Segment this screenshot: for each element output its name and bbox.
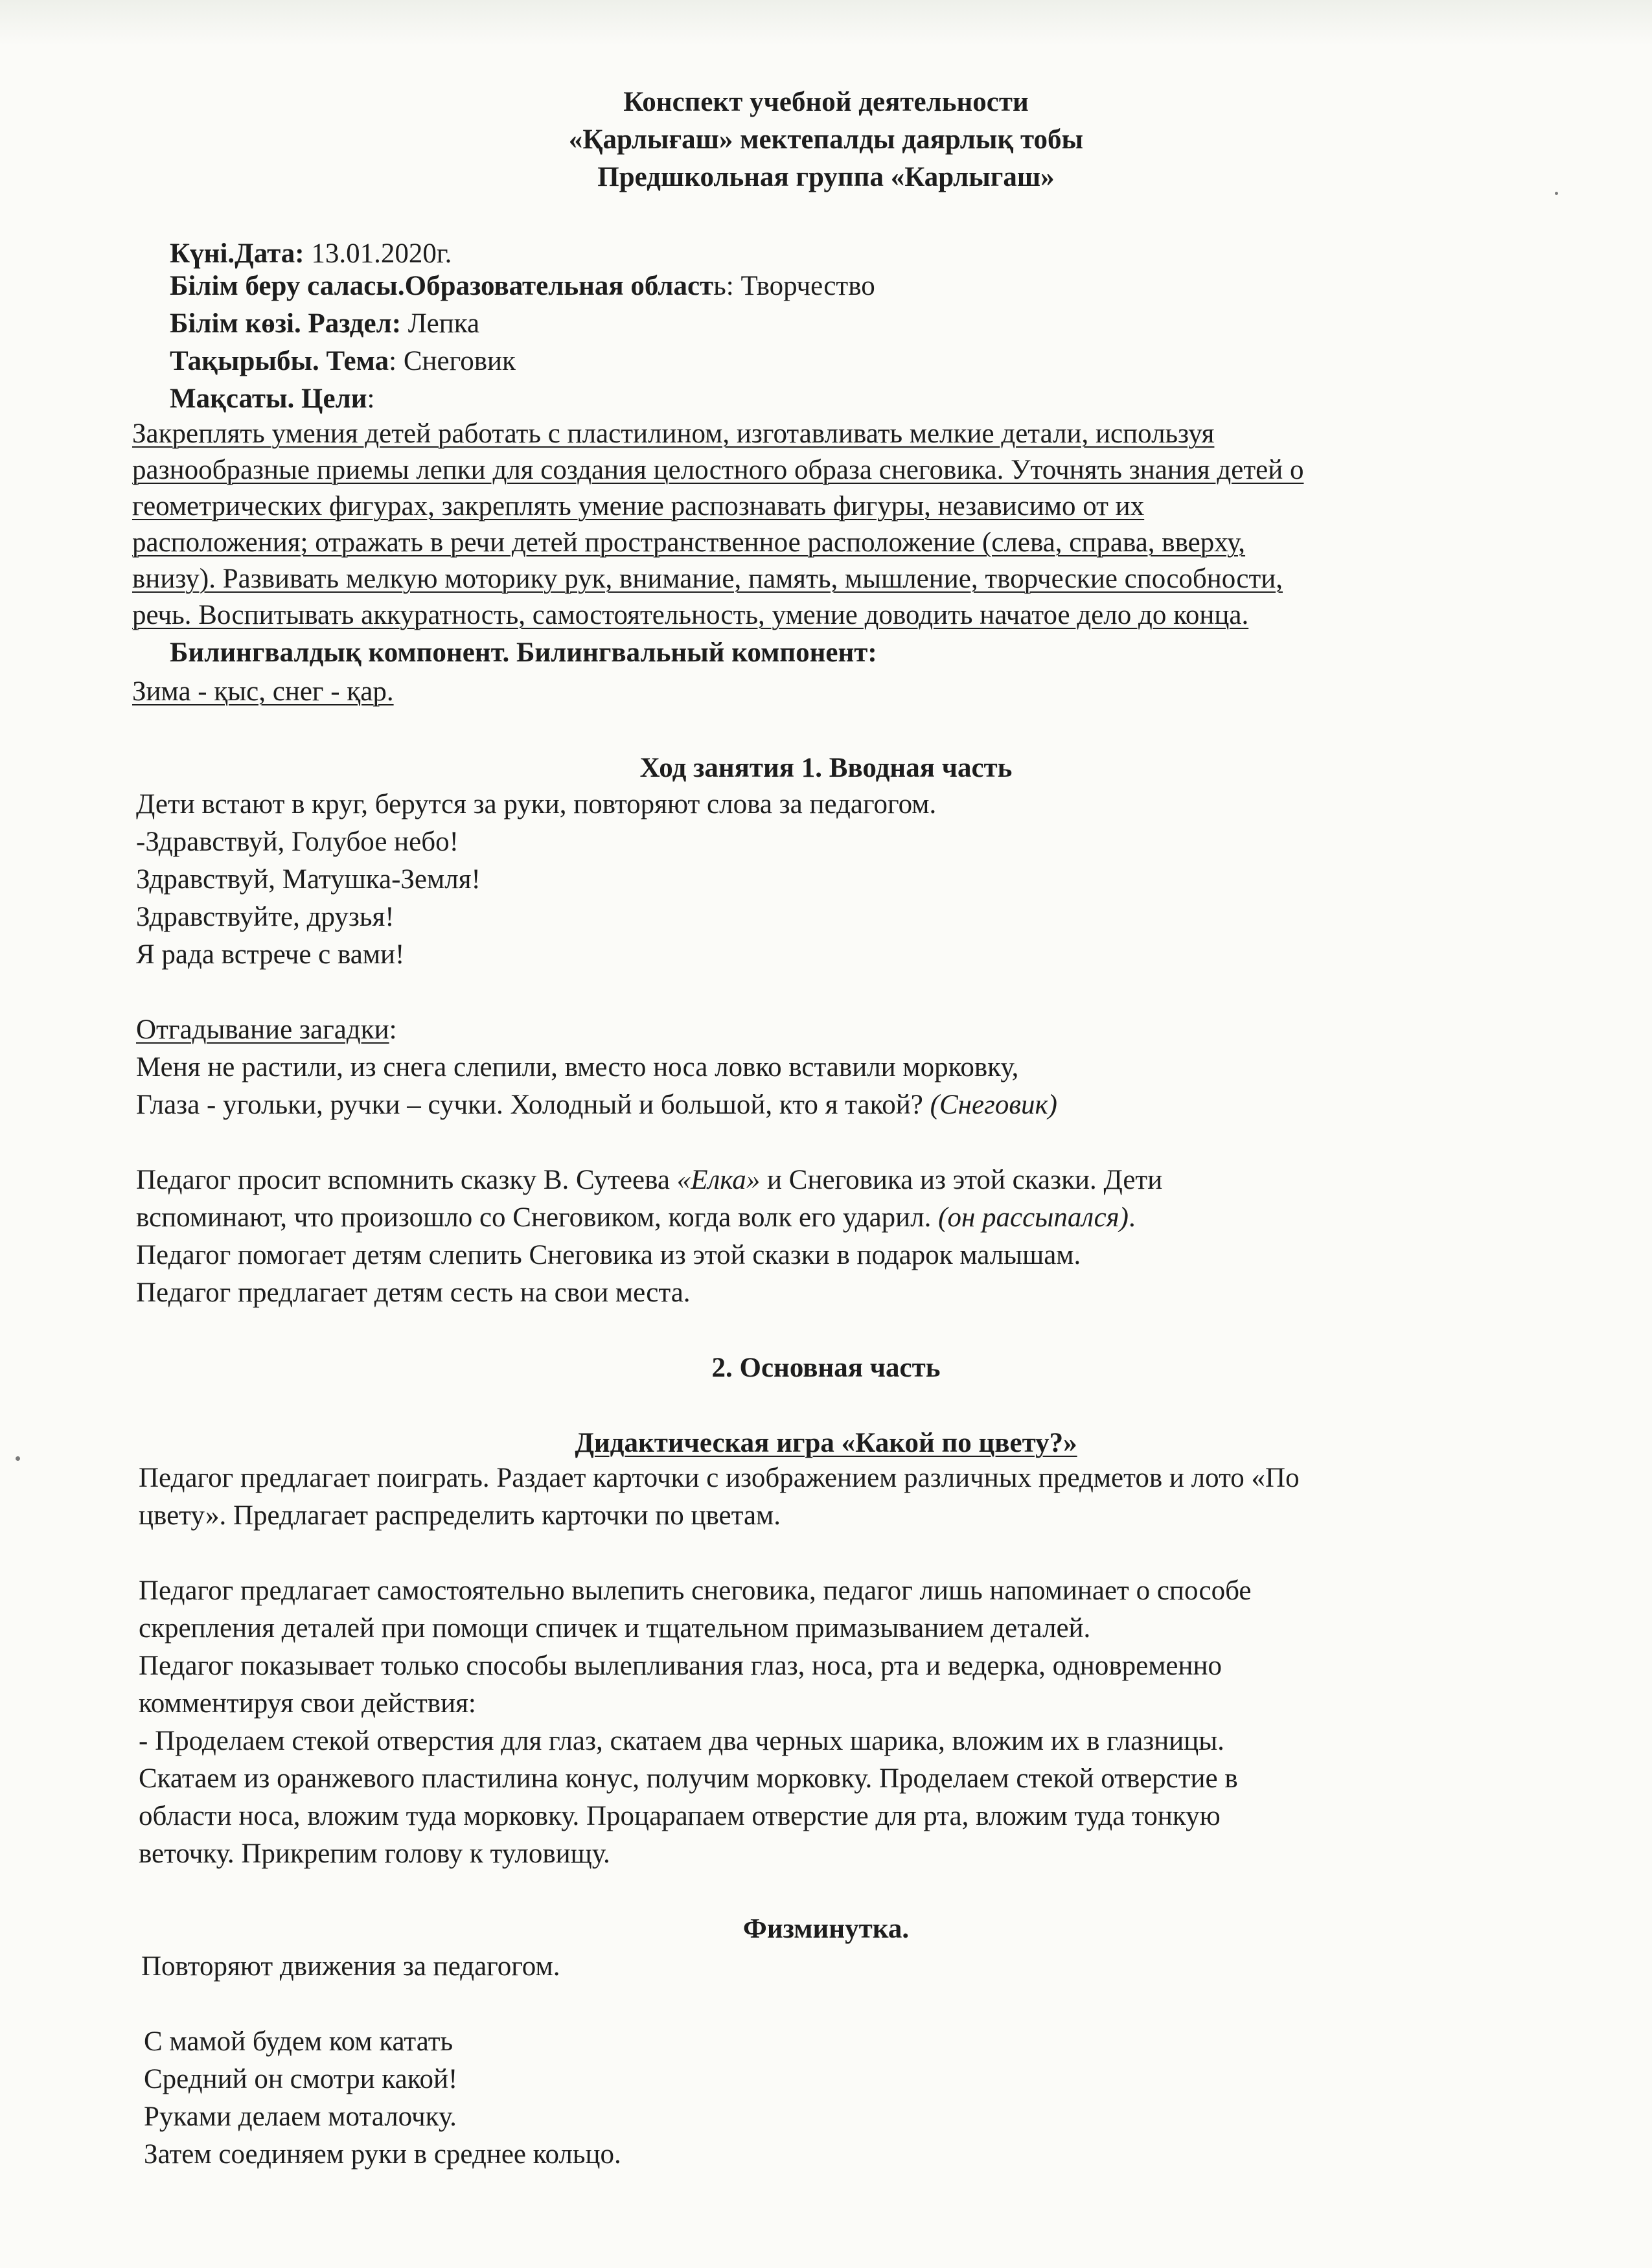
story-text: Педагог просит вспомнить сказку В. Сутеева: [136, 1165, 677, 1195]
sculpt-line: Педагог предлагает самостоятельно вылепить снеговика, педагог лишь напоминает о способе: [139, 1575, 1252, 1606]
game-heading: [0, 1425, 1652, 1461]
goals-label: Мақсаты. Цели: [170, 384, 367, 414]
goals-text-line: расположения; отражать в речи детей пространственное расположение (слева, справа, вверху,: [132, 527, 1246, 558]
bilingual-value: Зима - қыс, снег - қар.: [132, 676, 394, 707]
sculpt-line: веточку. Прикрепим голову к туловищу.: [139, 1838, 610, 1869]
topic-value: : Снеговик: [389, 346, 516, 376]
main-heading: 2. Основная часть: [711, 1353, 941, 1383]
intro-line: Я рада встрече с вами!: [136, 939, 405, 970]
rhyme-line: Затем соединяем руки в среднее кольцо.: [144, 2139, 621, 2170]
goals-colon: :: [367, 384, 375, 414]
intro-line: Здравствуйте, друзья!: [136, 902, 395, 932]
sculpt-line: области носа, вложим туда морковку. Процарапаем отверстие для рта, вложим туда тонкую: [139, 1801, 1221, 1831]
sculpt-line: Педагог показывает только способы вылепливания глаз, носа, рта и ведерка, одновременно: [139, 1651, 1222, 1681]
sculpt-line: - Проделаем стекой отверстия для глаз, скатаем два черных шарика, вложим их в глазницы.: [139, 1726, 1224, 1756]
goals-text-line: разнообразные приемы лепки для создания целостного образа снеговика. Уточнять знания детей о: [132, 455, 1304, 485]
bilingual-label: Билингвалдық компонент. Билингвальный компонент:: [170, 637, 877, 668]
story-line: [136, 1162, 1162, 1198]
intro-line: Здравствуй, Матушка-Земля!: [136, 864, 481, 895]
sculpt-line: Скатаем из оранжевого пластилина конус, получим морковку. Проделаем стекой отверстие в: [139, 1763, 1238, 1794]
scan-shadow: [0, 0, 1652, 45]
area-value: ь: Творчество: [713, 271, 875, 301]
intro-line: -Здравствуй, Голубое небо!: [136, 827, 459, 857]
riddle-line: [136, 1087, 1057, 1123]
sculpt-line: скрепления деталей при помощи спичек и тщательном примазыванием деталей.: [139, 1613, 1091, 1644]
goals-text-line: речь. Воспитывать аккуратность, самостоятельность, умение доводить начатое дело до конца.: [132, 600, 1249, 630]
riddle-text: Глаза - угольки, ручки – сучки. Холодный и большой, кто я такой?: [136, 1090, 930, 1120]
riddle-line: Меня не растили, из снега слепили, вместо носа ловко вставили морковку,: [136, 1052, 1019, 1082]
intro-heading: Ход занятия 1. Вводная часть: [639, 753, 1013, 783]
story-title: «Елка»: [676, 1165, 761, 1195]
riddle-heading: [136, 1012, 397, 1048]
section-line: [170, 306, 479, 342]
story-text: и Снеговика из этой сказки. Дети: [760, 1165, 1163, 1195]
game-line: цвету». Предлагает распределить карточки по цветам.: [139, 1500, 781, 1531]
story-line: Педагог предлагает детям сесть на свои места.: [136, 1277, 691, 1308]
doc-subtitle-kazakh: «Қарлығаш» мектепалды даярлық тобы: [568, 124, 1084, 155]
physical-intro: Повторяют движения за педагогом.: [141, 1951, 560, 1982]
physical-heading: Физминутка.: [742, 1914, 910, 1944]
rhyme-line: С мамой будем ком катать: [144, 2026, 453, 2057]
goals-text-line: геометрических фигурах, закреплять умение распознавать фигуры, независимо от их: [132, 491, 1145, 521]
story-line: [136, 1200, 1136, 1236]
date-label: Күні.Дата:: [170, 238, 304, 269]
goals-text-line: Закреплять умения детей работать с пластилином, изготавливать мелкие детали, используя: [132, 418, 1215, 449]
sculpt-line: комментируя свои действия:: [139, 1688, 476, 1719]
riddle-label: Отгадывание загадки: [136, 1014, 389, 1045]
rhyme-line: Руками делаем моталочку.: [144, 2102, 457, 2132]
game-line: Педагог предлагает поиграть. Раздает карточки с изображением различных предметов и лото «По: [139, 1463, 1300, 1493]
section-label: Білім көзі. Раздел:: [170, 308, 402, 339]
story-text: вспоминают, что произошло со Снеговиком, когда волк его ударил.: [136, 1202, 939, 1233]
doc-subtitle-russian: Предшкольная группа «Карлыгаш»: [597, 162, 1055, 192]
topic-line: [170, 343, 516, 380]
area-line: [170, 268, 875, 304]
date-value: 13.01.2020г.: [304, 238, 452, 269]
section-value: Лепка: [401, 308, 480, 339]
story-remark: (он рассыпался): [938, 1202, 1129, 1233]
topic-label: Тақырыбы. Тема: [170, 346, 389, 376]
doc-title: Конспект учебной деятельности: [623, 87, 1029, 117]
goals-line: [170, 381, 374, 417]
area-label: Білім беру саласы.Образовательная област: [170, 271, 714, 301]
story-text: .: [1129, 1202, 1136, 1233]
riddle-answer: (Снеговик): [930, 1090, 1057, 1120]
riddle-colon: :: [389, 1014, 397, 1045]
date-line: [170, 236, 452, 272]
goals-text-line: внизу). Развивать мелкую моторику рук, внимание, память, мышление, творческие способности,: [132, 564, 1283, 594]
story-line: Педагог помогает детям слепить Снеговика из этой сказки в подарок малышам.: [136, 1240, 1081, 1270]
intro-line: Дети встают в круг, берутся за руки, повторяют слова за педагогом.: [136, 789, 937, 819]
rhyme-line: Средний он смотри какой!: [144, 2064, 458, 2094]
game-heading-text: Дидактическая игра «Какой по цвету?»: [575, 1428, 1077, 1458]
